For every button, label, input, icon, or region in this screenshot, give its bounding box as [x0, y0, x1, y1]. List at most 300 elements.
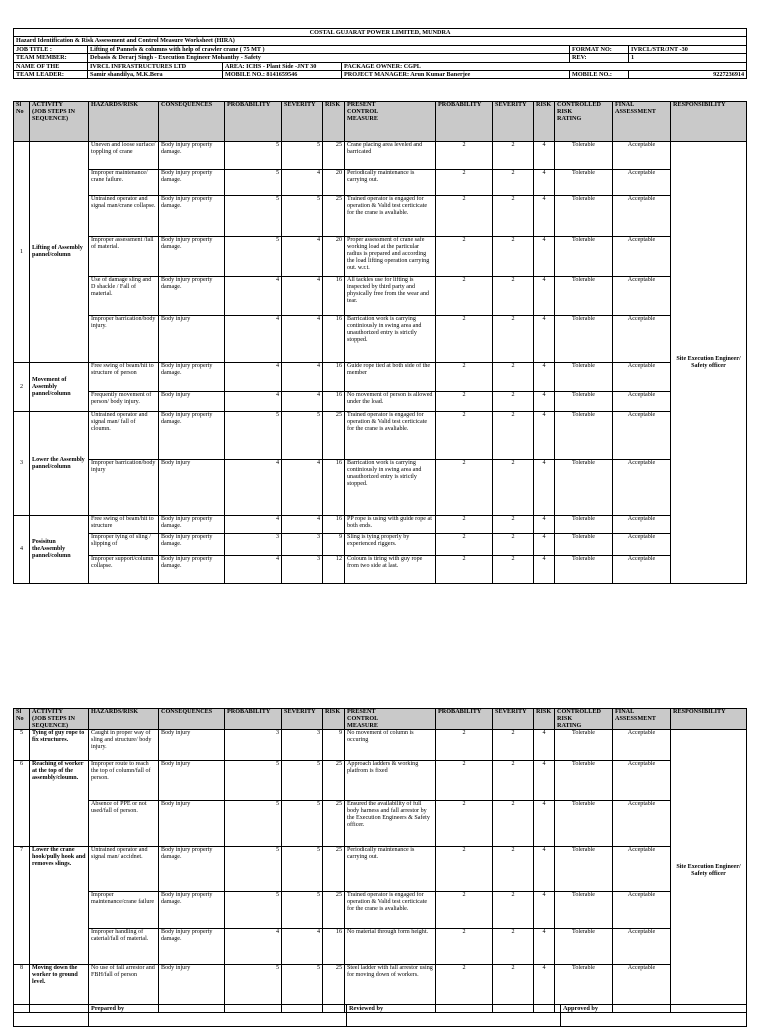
probability-value: 5	[225, 170, 282, 196]
controlled-risk-value: 4	[534, 412, 555, 460]
activity-name: Lifting of Assembly pannel/column	[30, 142, 89, 363]
name-label: NAME OF THE	[14, 62, 88, 70]
severity-value: 3	[282, 730, 323, 761]
hazard-row	[14, 392, 747, 412]
hazard-text: Improper route to reach the top of column/fall of person.	[89, 761, 159, 801]
controlled-probability-value: 2	[436, 142, 493, 170]
control-measure-text: Periodically maintenance is carrying out.	[345, 170, 436, 196]
final-assessment-value: Acceptable	[613, 965, 671, 1013]
hazard-row	[14, 556, 747, 584]
sl-no: 3	[14, 412, 30, 516]
col-severity-2: SEVERITY	[493, 709, 534, 730]
controlled-risk-value: 4	[534, 847, 555, 892]
controlled-risk-value: 4	[534, 392, 555, 412]
col-responsibility: RESPONSIBILITY	[671, 102, 747, 142]
controlled-risk-value: 4	[534, 516, 555, 534]
col-risk-2: RISK	[534, 102, 555, 142]
col-sl: Sl No	[14, 102, 30, 142]
controlled-severity-value: 2	[493, 730, 534, 761]
col-consequences: CONSEQUENCES	[159, 102, 225, 142]
risk-value: 12	[323, 556, 345, 584]
control-measure-text: Proper assessment of crane safe working load at the particular radius is prepared and according the load lifting operation carrying out. w.r.t.	[345, 237, 436, 277]
controlled-severity-value: 2	[493, 460, 534, 516]
controlled-risk-rating: Tolerable	[555, 965, 613, 1013]
final-assessment-value: Acceptable	[613, 556, 671, 584]
severity-value: 4	[282, 170, 323, 196]
probability-value: 5	[225, 412, 282, 460]
consequence-text: Body injury property damage.	[159, 196, 225, 237]
controlled-probability-value: 2	[436, 929, 493, 965]
probability-value: 4	[225, 363, 282, 392]
area-value: AREA: ICHS - Plant Side -JNT 30	[223, 62, 342, 70]
controlled-probability-value: 2	[436, 847, 493, 892]
hazard-row	[14, 516, 747, 534]
risk-value: 25	[323, 142, 345, 170]
controlled-probability-value: 2	[436, 730, 493, 761]
consequence-text: Body injury	[159, 730, 225, 761]
col-probability-2: PROBABILITY	[436, 102, 493, 142]
activity-name: Reaching of worker at the top of the assembly/cloumn.	[30, 761, 89, 847]
probability-value: 4	[225, 516, 282, 534]
activity-name: Posisitun theAssembly pannel/column	[30, 516, 89, 584]
hazard-row	[14, 412, 747, 460]
risk-value: 25	[323, 892, 345, 929]
risk-value: 16	[323, 460, 345, 516]
severity-value: 4	[282, 460, 323, 516]
consequence-text: Body injury property damage.	[159, 237, 225, 277]
consequence-text: Body injury property damage.	[159, 412, 225, 460]
controlled-severity-value: 2	[493, 316, 534, 363]
col-severity: SEVERITY	[282, 102, 323, 142]
risk-value: 16	[323, 516, 345, 534]
hazard-text: Improper assessment /fall of material.	[89, 237, 159, 277]
final-assessment-value: Acceptable	[613, 237, 671, 277]
col-final-assessment: FINAL ASSESSMENT	[613, 102, 671, 142]
risk-value: 16	[323, 316, 345, 363]
controlled-risk-rating: Tolerable	[555, 556, 613, 584]
col-activity: ACTIVITY (JOB STEPS IN SEQUENCE)	[30, 102, 89, 142]
consequence-text: Body injury property damage.	[159, 534, 225, 556]
risk-value: 25	[323, 196, 345, 237]
hazard-row	[14, 196, 747, 237]
controlled-risk-rating: Tolerable	[555, 892, 613, 929]
activity-name: Tying of guy rope to fix structures.	[30, 730, 89, 761]
controlled-probability-value: 2	[436, 196, 493, 237]
risk-value: 25	[323, 412, 345, 460]
controlled-probability-value: 2	[436, 316, 493, 363]
consequence-text: Body injury	[159, 316, 225, 363]
controlled-risk-rating: Tolerable	[555, 929, 613, 965]
col-risk: RISK	[323, 709, 345, 730]
risk-value: 16	[323, 929, 345, 965]
severity-value: 5	[282, 196, 323, 237]
probability-value: 4	[225, 392, 282, 412]
team-leader-value: Samir shandilya, M.K.Bera	[88, 71, 223, 79]
severity-value: 3	[282, 556, 323, 584]
controlled-severity-value: 2	[493, 965, 534, 1013]
probability-value: 4	[225, 556, 282, 584]
reviewed-by-label: Reviewed by	[347, 1005, 561, 1027]
final-assessment-value: Acceptable	[613, 392, 671, 412]
responsibility-cell: Site Execution Engineer/ Safety officer	[671, 142, 747, 584]
control-measure-text: Barrication work is carrying continiously in swing area and unauthorized entry is strictly stopped.	[345, 460, 436, 516]
controlled-risk-value: 4	[534, 363, 555, 392]
col-present-control: PRESENT CONTROL MEASURE	[345, 102, 436, 142]
controlled-risk-value: 4	[534, 277, 555, 316]
probability-value: 3	[225, 730, 282, 761]
controlled-severity-value: 2	[493, 556, 534, 584]
controlled-risk-value: 4	[534, 534, 555, 556]
sl-no: 5	[14, 730, 30, 761]
controlled-severity-value: 2	[493, 761, 534, 801]
controlled-probability-value: 2	[436, 392, 493, 412]
final-assessment-value: Acceptable	[613, 170, 671, 196]
hazard-text: Free swing of beam/hit to structure	[89, 516, 159, 534]
severity-value: 5	[282, 801, 323, 847]
severity-value: 5	[282, 847, 323, 892]
hira-table-2	[13, 708, 747, 1013]
mobile-1-value: MOBILE NO.: 8141659546	[223, 71, 342, 79]
sl-no: 1	[14, 142, 30, 363]
hazard-row	[14, 237, 747, 277]
risk-value: 9	[323, 534, 345, 556]
final-assessment-value: Acceptable	[613, 363, 671, 392]
controlled-probability-value: 2	[436, 892, 493, 929]
header-table	[13, 28, 747, 79]
risk-value: 25	[323, 761, 345, 801]
probability-value: 5	[225, 801, 282, 847]
control-measure-text: No material through form height.	[345, 929, 436, 965]
controlled-risk-value: 4	[534, 142, 555, 170]
sl-no: 4	[14, 516, 30, 584]
control-measure-text: No movement of person is allowed under the load.	[345, 392, 436, 412]
col-severity-2: SEVERITY	[493, 102, 534, 142]
probability-value: 4	[225, 277, 282, 316]
controlled-risk-value: 4	[534, 892, 555, 929]
sl-no: 8	[14, 965, 30, 1013]
probability-value: 5	[225, 142, 282, 170]
format-no-label: FORMAT NO:	[570, 45, 629, 53]
risk-value: 9	[323, 730, 345, 761]
controlled-severity-value: 2	[493, 392, 534, 412]
severity-value: 5	[282, 892, 323, 929]
hazard-row	[14, 801, 747, 847]
risk-value: 25	[323, 847, 345, 892]
controlled-severity-value: 2	[493, 847, 534, 892]
controlled-severity-value: 2	[493, 516, 534, 534]
sl-no: 2	[14, 363, 30, 412]
team-member-value: Debasis & Derarj Singh - Execution Engineer Mohanthy - Safety	[88, 54, 570, 62]
hazard-text: Uneven and loose surface/ toppling of crane	[89, 142, 159, 170]
controlled-severity-value: 2	[493, 363, 534, 392]
hazard-row	[14, 142, 747, 170]
hazard-row	[14, 363, 747, 392]
hazard-text: Improper handling of caterial/fall of material.	[89, 929, 159, 965]
col-severity: SEVERITY	[282, 709, 323, 730]
activity-name: Moving down the worker to ground level.	[30, 965, 89, 1013]
risk-value: 20	[323, 237, 345, 277]
risk-value: 25	[323, 965, 345, 1013]
controlled-risk-rating: Tolerable	[555, 392, 613, 412]
team-leader-label: TEAM LEADER:	[14, 71, 88, 79]
control-measure-text: PP rope is using with guide rope at both ends.	[345, 516, 436, 534]
col-present-control: PRESENT CONTROL MEASURE	[345, 709, 436, 730]
controlled-probability-value: 2	[436, 556, 493, 584]
controlled-risk-value: 4	[534, 556, 555, 584]
col-controlled-rating: CONTROLLED RISK RATING	[555, 102, 613, 142]
controlled-risk-rating: Tolerable	[555, 237, 613, 277]
control-measure-text: Crane placing area leveled and barricated	[345, 142, 436, 170]
final-assessment-value: Acceptable	[613, 801, 671, 847]
mobile-label: MOBILE NO.:	[570, 71, 629, 79]
hazard-row	[14, 460, 747, 516]
controlled-severity-value: 2	[493, 534, 534, 556]
hazard-text: Caught in proper way of sling and structure/ body injury.	[89, 730, 159, 761]
controlled-probability-value: 2	[436, 277, 493, 316]
consequence-text: Body injury property damage.	[159, 516, 225, 534]
control-measure-text: Periodically maintenance is carrying out.	[345, 847, 436, 892]
severity-value: 4	[282, 237, 323, 277]
activity-name: Movement of Assembly pannel/column	[30, 363, 89, 412]
hazard-text: Untrained operator and signal man/crane collapse.	[89, 196, 159, 237]
controlled-severity-value: 2	[493, 412, 534, 460]
severity-value: 5	[282, 412, 323, 460]
controlled-severity-value: 2	[493, 801, 534, 847]
col-controlled-rating: CONTROLLED RISK RATING	[555, 709, 613, 730]
probability-value: 4	[225, 460, 282, 516]
control-measure-text: Sling is tying properly by experienced riggers.	[345, 534, 436, 556]
controlled-probability-value: 2	[436, 460, 493, 516]
activity-name: Lower the Assembly pannel/column	[30, 412, 89, 516]
final-assessment-value: Acceptable	[613, 460, 671, 516]
controlled-severity-value: 2	[493, 237, 534, 277]
controlled-probability-value: 2	[436, 516, 493, 534]
final-assessment-value: Acceptable	[613, 929, 671, 965]
controlled-severity-value: 2	[493, 929, 534, 965]
final-assessment-value: Acceptable	[613, 196, 671, 237]
final-assessment-value: Acceptable	[613, 277, 671, 316]
mobile-2-value: 9227236914	[629, 71, 747, 79]
approved-by-label: Approved by	[561, 1005, 747, 1027]
controlled-risk-value: 4	[534, 929, 555, 965]
hazard-text: Improper maintenance/ crane failure.	[89, 170, 159, 196]
controlled-risk-rating: Tolerable	[555, 363, 613, 392]
controlled-risk-value: 4	[534, 196, 555, 237]
severity-value: 4	[282, 316, 323, 363]
control-measure-text: Guide rope tied at both side of the member	[345, 363, 436, 392]
column-header-row-2	[14, 709, 747, 730]
consequence-text: Body injury	[159, 460, 225, 516]
sl-no: 7	[14, 847, 30, 965]
consequence-text: Body injury property damage.	[159, 363, 225, 392]
controlled-probability-value: 2	[436, 965, 493, 1013]
control-measure-text: No movement of column is occuring	[345, 730, 436, 761]
final-assessment-value: Acceptable	[613, 534, 671, 556]
consequence-text: Body injury	[159, 392, 225, 412]
consequence-text: Body injury	[159, 965, 225, 1013]
controlled-probability-value: 2	[436, 363, 493, 392]
hazard-row	[14, 277, 747, 316]
consequence-text: Body injury	[159, 801, 225, 847]
controlled-probability-value: 2	[436, 237, 493, 277]
controlled-risk-rating: Tolerable	[555, 516, 613, 534]
package-owner-value: PACKAGE OWNER: CGPL	[342, 62, 747, 70]
controlled-risk-rating: Tolerable	[555, 412, 613, 460]
controlled-risk-value: 4	[534, 170, 555, 196]
controlled-risk-rating: Tolerable	[555, 534, 613, 556]
controlled-risk-rating: Tolerable	[555, 847, 613, 892]
control-measure-text: Coloum is tiring with guy rope from two side at last.	[345, 556, 436, 584]
hazard-row	[14, 170, 747, 196]
team-member-label: TEAM MEMBER:	[14, 54, 88, 62]
hazard-text: Free swing of beam/hit to structure of person	[89, 363, 159, 392]
controlled-risk-rating: Tolerable	[555, 801, 613, 847]
hazard-text: Improper barrication/body injury.	[89, 316, 159, 363]
consequence-text: Body injury property damage.	[159, 556, 225, 584]
probability-value: 5	[225, 892, 282, 929]
col-probability: PROBABILITY	[225, 102, 282, 142]
col-risk-2: RISK	[534, 709, 555, 730]
risk-value: 16	[323, 392, 345, 412]
hazard-row	[14, 730, 747, 761]
col-probability: PROBABILITY	[225, 709, 282, 730]
hazard-text: Improper support/column collapse.	[89, 556, 159, 584]
controlled-risk-rating: Tolerable	[555, 277, 613, 316]
probability-value: 5	[225, 237, 282, 277]
risk-value: 25	[323, 801, 345, 847]
controlled-severity-value: 2	[493, 142, 534, 170]
rev-label: REV:	[570, 54, 629, 62]
col-final-assessment: FINAL ASSESSMENT	[613, 709, 671, 730]
control-measure-text: Trained operator is engaged for operation & Valid test certicicate for the crane is avaliable.	[345, 412, 436, 460]
prepared-by-label: Prepared by	[89, 1005, 347, 1027]
probability-value: 4	[225, 316, 282, 363]
severity-value: 5	[282, 761, 323, 801]
severity-value: 3	[282, 534, 323, 556]
severity-value: 4	[282, 363, 323, 392]
consequence-text: Body injury	[159, 761, 225, 801]
worksheet-title: Hazard Identification & Risk Assessment and Control Measure Worksheet (HIRA)	[14, 37, 747, 45]
control-measure-text: Ensured the availability of full body harness and fall arrestor by the Execution Engineers & Safety officer.	[345, 801, 436, 847]
severity-value: 4	[282, 929, 323, 965]
hazard-text: Improper maintenance/crane failure	[89, 892, 159, 929]
final-assessment-value: Acceptable	[613, 847, 671, 892]
col-probability-2: PROBABILITY	[436, 709, 493, 730]
final-assessment-value: Acceptable	[613, 516, 671, 534]
responsibility-cell: Site Execution Engineer/ Safety officer	[671, 730, 747, 1013]
controlled-risk-value: 4	[534, 460, 555, 516]
severity-value: 4	[282, 277, 323, 316]
final-assessment-value: Acceptable	[613, 142, 671, 170]
probability-value: 3	[225, 534, 282, 556]
controlled-risk-rating: Tolerable	[555, 142, 613, 170]
control-measure-text: Approach ladders & working platfrom is fixed	[345, 761, 436, 801]
risk-value: 16	[323, 363, 345, 392]
col-consequences: CONSEQUENCES	[159, 709, 225, 730]
controlled-probability-value: 2	[436, 534, 493, 556]
col-hazards: HAZARDS/RISK	[89, 102, 159, 142]
controlled-risk-value: 4	[534, 965, 555, 1013]
controlled-risk-value: 4	[534, 316, 555, 363]
risk-value: 20	[323, 170, 345, 196]
controlled-severity-value: 2	[493, 170, 534, 196]
severity-value: 5	[282, 965, 323, 1013]
control-measure-text: All tackles use for lifting is inspected by third party and physically free from the wear and tear.	[345, 277, 436, 316]
controlled-risk-value: 4	[534, 801, 555, 847]
hazard-row	[14, 316, 747, 363]
hazard-text: Absence of PPE or not used/fall of person.	[89, 801, 159, 847]
hazard-text: Use of damage sling and D shackle / Fall of material.	[89, 277, 159, 316]
consequence-text: Body injury property damage.	[159, 929, 225, 965]
controlled-severity-value: 2	[493, 196, 534, 237]
name-value: IVRCL INFRASTRUCTURES LTD	[88, 62, 223, 70]
final-assessment-value: Acceptable	[613, 412, 671, 460]
hazard-row	[14, 847, 747, 892]
probability-value: 5	[225, 847, 282, 892]
controlled-probability-value: 2	[436, 412, 493, 460]
controlled-risk-rating: Tolerable	[555, 196, 613, 237]
controlled-probability-value: 2	[436, 170, 493, 196]
hazard-row	[14, 929, 747, 965]
controlled-risk-rating: Tolerable	[555, 170, 613, 196]
severity-value: 4	[282, 392, 323, 412]
controlled-probability-value: 2	[436, 761, 493, 801]
col-sl: Sl No	[14, 709, 30, 730]
severity-value: 5	[282, 142, 323, 170]
controlled-severity-value: 2	[493, 277, 534, 316]
column-header-row	[14, 102, 747, 142]
controlled-risk-rating: Tolerable	[555, 730, 613, 761]
consequence-text: Body injury property damage.	[159, 892, 225, 929]
final-assessment-value: Acceptable	[613, 316, 671, 363]
severity-value: 4	[282, 516, 323, 534]
hazard-text: Improper barrication/body injury	[89, 460, 159, 516]
controlled-risk-rating: Tolerable	[555, 316, 613, 363]
job-title-value: Lifting of Pannels & columns with help of crawler crane ( 75 MT )	[88, 45, 570, 53]
probability-value: 5	[225, 965, 282, 1013]
project-manager-value: PROJECT MANAGER: Arun Kumar Banerjee	[342, 71, 570, 79]
hazard-text: Untrained operator and signal man/ fall of cloumn.	[89, 412, 159, 460]
controlled-probability-value: 2	[436, 801, 493, 847]
control-measure-text: Barrication work is carrying continiously in swing area and unauthorized entry is strictly stopped.	[345, 316, 436, 363]
control-measure-text: Trained operator is engaged for operation & Valid test certicicate for the crane is avaliable.	[345, 892, 436, 929]
col-responsibility: RESPONSIBILITY	[671, 709, 747, 730]
hira-table-1	[13, 101, 747, 584]
hazard-row	[14, 761, 747, 801]
format-no-value: IVRCL/STR/JNT -30	[629, 45, 747, 53]
probability-value: 5	[225, 761, 282, 801]
col-risk: RISK	[323, 102, 345, 142]
col-hazards: HAZARDS/RISK	[89, 709, 159, 730]
rev-value: 1	[629, 54, 747, 62]
risk-value: 16	[323, 277, 345, 316]
activity-name: Lower the crane hook/pully hook and removes slings.	[30, 847, 89, 965]
controlled-risk-value: 4	[534, 237, 555, 277]
hazard-text: Untrained operator and signal man/ accidnet.	[89, 847, 159, 892]
final-assessment-value: Acceptable	[613, 761, 671, 801]
hazard-row	[14, 534, 747, 556]
controlled-severity-value: 2	[493, 892, 534, 929]
controlled-risk-value: 4	[534, 730, 555, 761]
consequence-text: Body injury property damage.	[159, 170, 225, 196]
controlled-risk-rating: Tolerable	[555, 460, 613, 516]
controlled-risk-rating: Tolerable	[555, 761, 613, 801]
controlled-risk-value: 4	[534, 761, 555, 801]
col-activity: ACTIVITY (JOB STEPS IN SEQUENCE)	[30, 709, 89, 730]
sl-no: 6	[14, 761, 30, 847]
consequence-text: Body injury property damage.	[159, 142, 225, 170]
control-measure-text: Trained operator is engaged for operation & Valid test certicicate for the crane is avaliable.	[345, 196, 436, 237]
